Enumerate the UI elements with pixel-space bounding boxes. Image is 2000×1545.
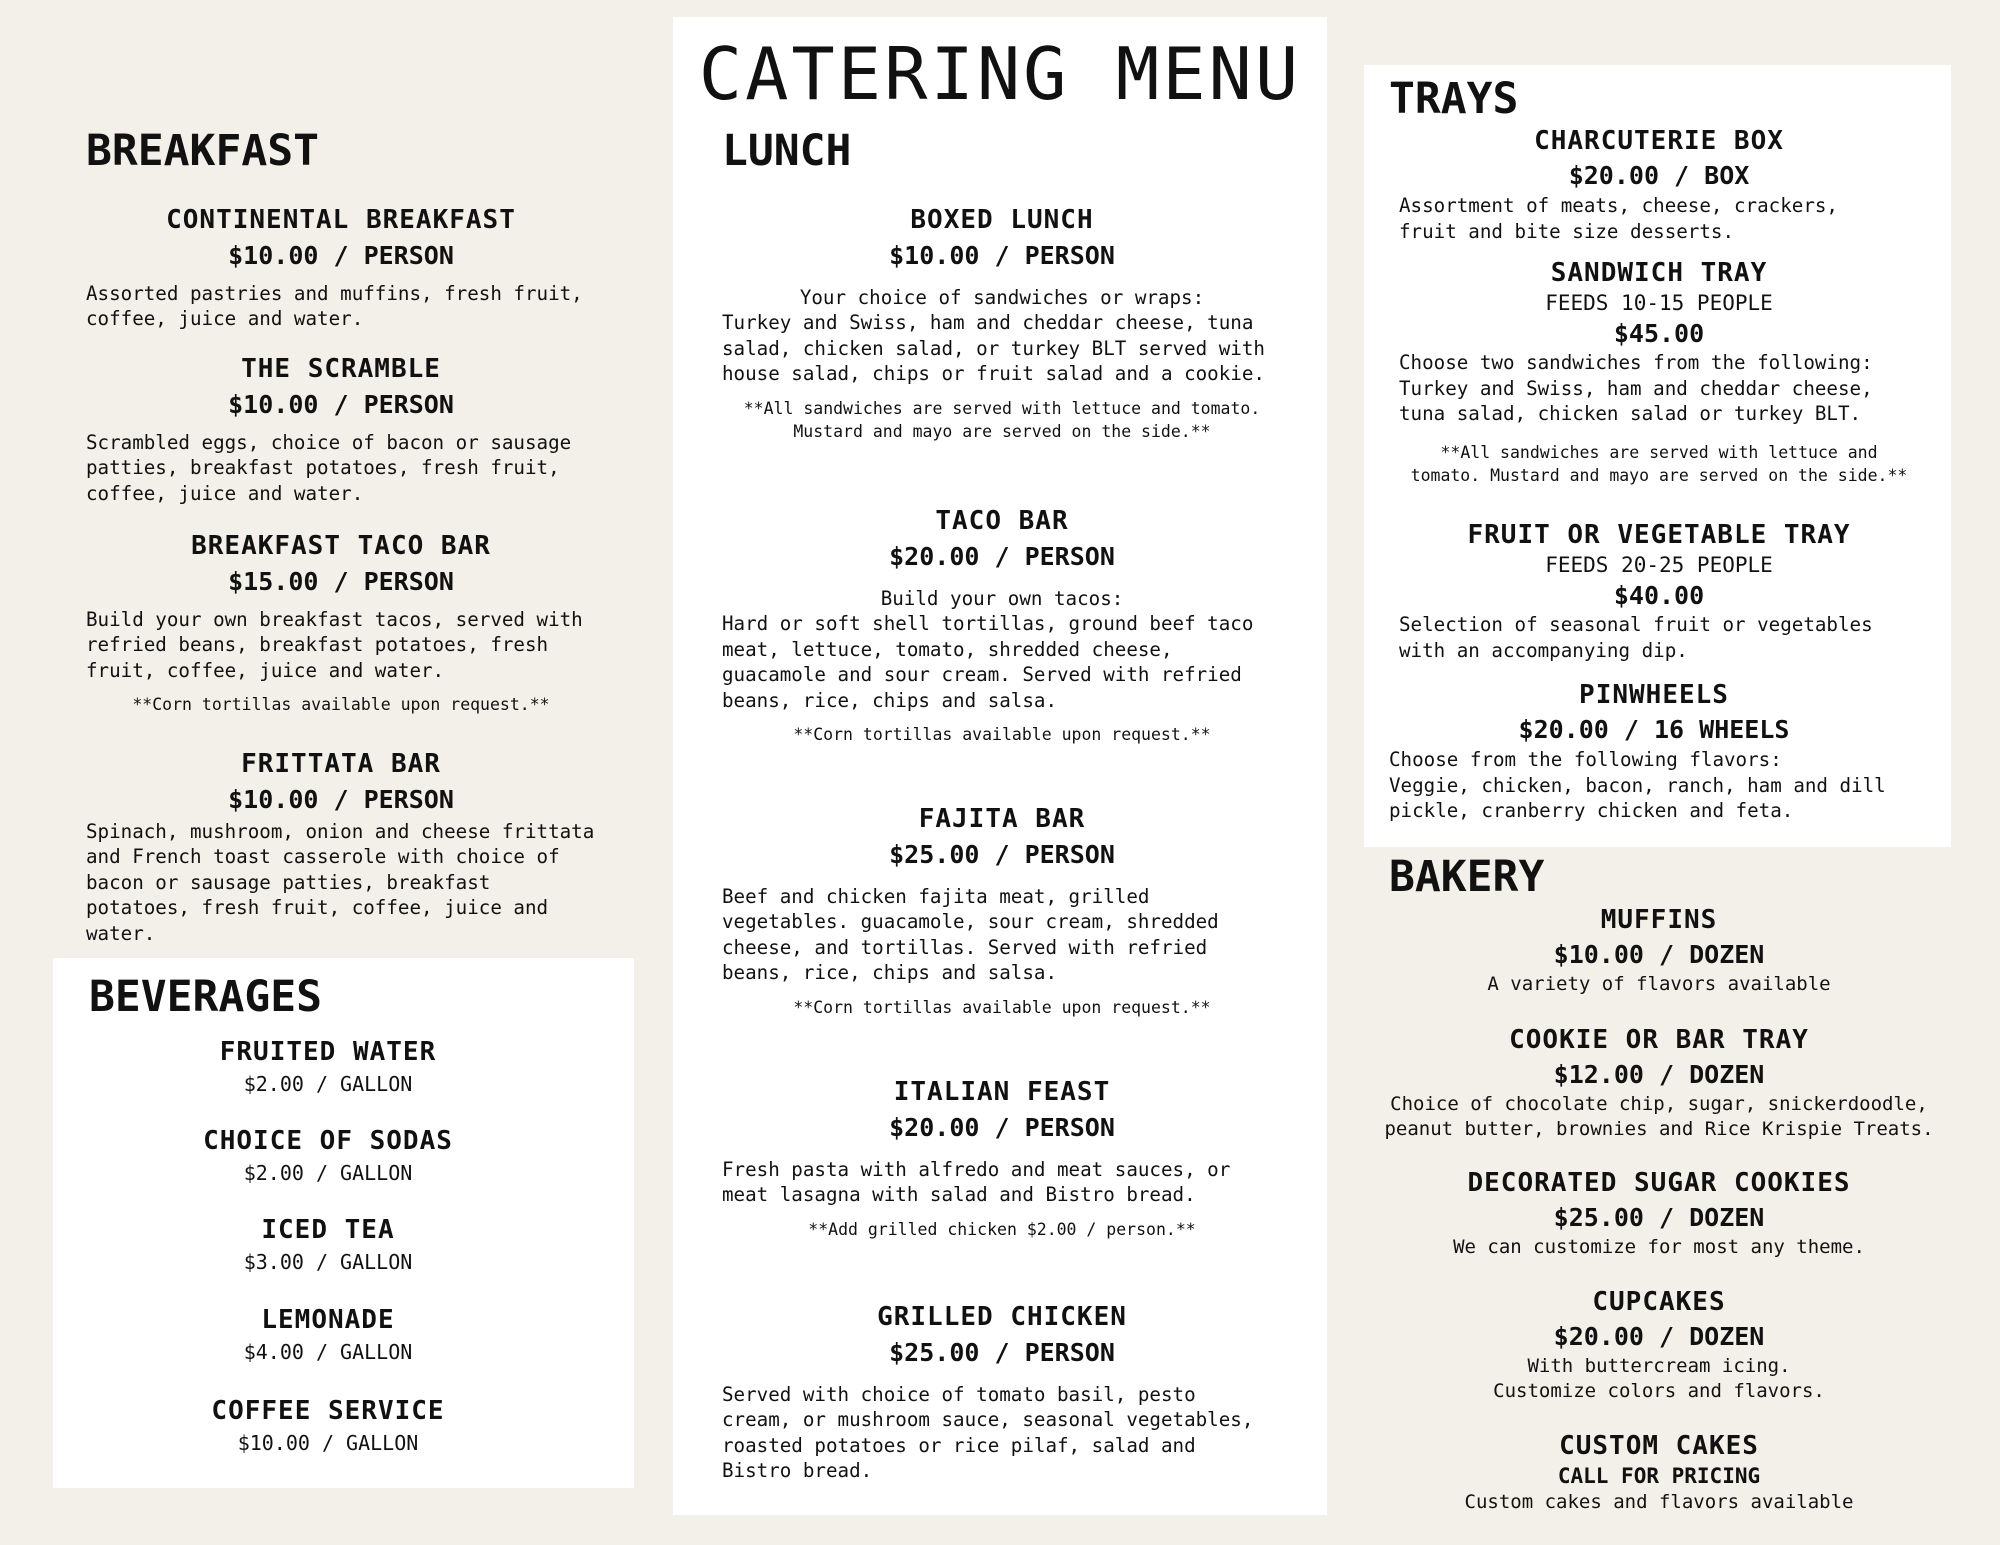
tray-item-sandwich-tray [1399,255,1919,487]
item-feeds: FEEDS 10-15 PEOPLE [1545,291,1773,316]
item-price: $20.00 / BOX [1568,161,1750,191]
item-price: $3.00 / GALLON [243,1249,413,1274]
bakery-item-cupcakes [1379,1284,1939,1404]
item-name: BREAKFAST TACO BAR [191,531,491,561]
item-description: Selection of seasonal fruit or vegetables with an accompanying dip. [1399,613,1873,662]
item-note: **Corn tortillas available upon request.** [793,725,1211,745]
item-price: $25.00 / DOZEN [1553,1203,1765,1233]
item-name: BOXED LUNCH [910,205,1094,235]
item-description: Turkey and Swiss, ham and cheddar cheese, tuna salad, chicken salad, or turkey BLT served with house salad, chips or fruit salad and a cookie. [722,311,1265,386]
item-note: **All sandwiches are served with lettuce and tomato. Mustard and mayo are served on the side.** [1410,442,1908,485]
item-price: $2.00 / GALLON [243,1160,413,1185]
item-name: TACO BAR [935,506,1069,536]
item-price: $15.00 / PERSON [228,567,454,597]
item-note: **Corn tortillas available upon request.** [132,695,550,715]
menu-item-boxed-lunch [722,202,1282,443]
item-price: $10.00 / PERSON [228,241,454,271]
beverages-section [53,958,634,1488]
item-name: COOKIE OR BAR TRAY [1509,1025,1809,1055]
item-name: THE SCRAMBLE [241,354,441,384]
item-name: PINWHEELS [1579,680,1729,710]
menu-item-grilled-chicken [722,1299,1282,1484]
beverage-item-fruited-water [53,1036,603,1098]
item-price: $25.00 / PERSON [889,840,1115,870]
item-description: Assorted pastries and muffins, fresh fruit, coffee, juice and water. [86,281,583,331]
bakery-item-decorated-sugar-cookies [1379,1165,1939,1260]
item-price: $12.00 / DOZEN [1553,1060,1765,1090]
item-price: $10.00 / PERSON [228,785,454,815]
item-name: CUPCAKES [1592,1287,1726,1317]
item-price: $25.00 / PERSON [889,1338,1115,1368]
item-description: Served with choice of tomato basil, pesto cream, or mushroom sauce, seasonal vegetables, roasted potatoes or rice pilaf, salad and Bistro bread. [722,1382,1254,1483]
item-price: $10.00 / PERSON [889,241,1115,271]
item-intro: Your choice of sandwiches or wraps: [799,285,1205,309]
item-name: CONTINENTAL BREAKFAST [166,205,516,235]
trays-section [1364,65,1951,847]
item-name: COFFEE SERVICE [211,1396,445,1426]
item-name: CHARCUTERIE BOX [1534,126,1784,156]
lunch-heading: LUNCH [722,126,852,176]
item-name: DECORATED SUGAR COOKIES [1467,1168,1851,1198]
lunch-panel [673,17,1327,1515]
breakfast-heading: BREAKFAST [86,126,319,176]
beverages-heading: BEVERAGES [89,972,322,1022]
menu-title: CATERING MENU [698,32,1302,116]
bakery-item-custom-cakes [1379,1428,1939,1515]
menu-item-italian-feast [722,1074,1282,1241]
tray-item-fruit-or-vegetable-tray [1399,517,1919,663]
item-name: SANDWICH TRAY [1550,258,1768,288]
tray-item-pinwheels [1389,677,1919,824]
tray-item-charcuterie-box [1399,123,1919,244]
item-description: With buttercream icing. Customize colors and flavors. [1493,1355,1825,1403]
menu-item-frittata-bar [86,746,596,946]
bakery-item-muffins [1379,902,1939,997]
item-description: Choose two sandwiches from the following: Turkey and Swiss, ham and cheddar cheese, tuna salad, chicken salad or turkey BLT. [1399,351,1873,426]
item-name: ICED TEA [261,1215,395,1245]
item-description: Choice of chocolate chip, sugar, snickerdoodle, peanut butter, brownies and Rice Krispie Treats. [1384,1093,1934,1141]
item-price: $4.00 / GALLON [243,1339,413,1364]
item-description: Choose from the following flavors: Veggie, chicken, bacon, ranch, ham and dill pickle, cranberry chicken and feta. [1389,748,1886,823]
menu-item-fajita-bar [722,801,1282,1019]
item-price: $45.00 [1613,318,1705,348]
item-note: **All sandwiches are served with lettuce and tomato. Mustard and mayo are served on the side.** [743,398,1261,441]
beverage-item-coffee-service [53,1395,603,1457]
beverage-item-choice-of-sodas [53,1125,603,1187]
item-description: Build your own breakfast tacos, served with refried beans, breakfast potatoes, fresh fruit, coffee, juice and water. [86,607,583,682]
item-intro: Build your own tacos: [880,586,1124,610]
item-price: $2.00 / GALLON [243,1071,413,1096]
item-description: Hard or soft shell tortillas, ground beef taco meat, lettuce, tomato, shredded cheese, guacamole and sour cream. Served with refried beans, rice, chips and salsa. [722,612,1254,712]
item-note: **Add grilled chicken $2.00 / person.** [808,1219,1196,1239]
item-description: Spinach, mushroom, onion and cheese frittata and French toast casserole with choice of bacon or sausage patties, breakfast potatoes, fresh fruit, coffee, juice and water. [86,819,595,945]
item-name: FAJITA BAR [918,804,1086,834]
item-name: CUSTOM CAKES [1559,1431,1759,1461]
item-feeds: FEEDS 20-25 PEOPLE [1545,553,1773,578]
trays-heading: TRAYS [1389,74,1519,124]
item-name: CHOICE OF SODAS [203,1126,453,1156]
item-price: $20.00 / 16 WHEELS [1518,715,1790,745]
item-description: Custom cakes and flavors available [1464,1490,1854,1513]
item-price: $20.00 / DOZEN [1553,1322,1765,1352]
item-name: FRITTATA BAR [241,749,441,779]
beverage-item-lemonade [53,1304,603,1366]
menu-item-breakfast-taco-bar [86,528,596,716]
item-name: GRILLED CHICKEN [877,1302,1127,1332]
item-description: Scrambled eggs, choice of bacon or sausage patties, breakfast potatoes, fresh fruit, coffee, juice and water. [86,430,572,505]
menu-item-the-scramble [86,351,596,506]
item-name: MUFFINS [1600,905,1718,935]
item-description: Fresh pasta with alfredo and meat sauces, or meat lasagna with salad and Bistro bread. [722,1157,1231,1207]
item-price: $20.00 / PERSON [889,1113,1115,1143]
bakery-heading: BAKERY [1389,852,1545,902]
item-name: FRUITED WATER [219,1037,437,1067]
item-price: $10.00 / GALLON [237,1430,419,1455]
item-name: FRUIT OR VEGETABLE TRAY [1467,520,1851,550]
item-price: $20.00 / PERSON [889,542,1115,572]
item-description: We can customize for most any theme. [1453,1236,1865,1259]
menu-item-continental-breakfast [86,202,596,332]
item-description: Assortment of meats, cheese, crackers, fruit and bite size desserts. [1399,194,1838,243]
beverage-item-iced-tea [53,1214,603,1276]
menu-item-taco-bar [722,503,1282,746]
item-price: $40.00 [1613,580,1705,610]
item-note: **Corn tortillas available upon request.** [793,997,1211,1017]
item-price: CALL FOR PRICING [1557,1464,1761,1489]
bakery-item-cookie-or-bar-tray [1379,1022,1939,1142]
item-description: A variety of flavors available [1487,973,1831,996]
item-price: $10.00 / PERSON [228,390,454,420]
item-name: ITALIAN FEAST [893,1077,1111,1107]
item-price: $10.00 / DOZEN [1553,940,1765,970]
item-description: Beef and chicken fajita meat, grilled vegetables. guacamole, sour cream, shredded cheese, and tortillas. Served with refried beans, rice, chips and salsa. [722,884,1219,985]
item-name: LEMONADE [261,1305,395,1335]
